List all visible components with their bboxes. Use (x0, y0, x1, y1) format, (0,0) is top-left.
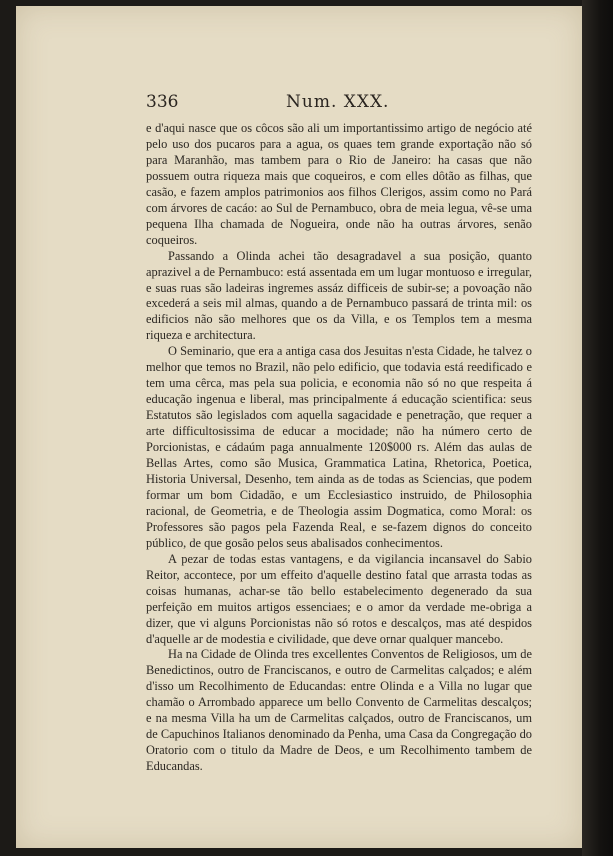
page-header (146, 92, 532, 118)
running-title: Num. XXX. (286, 92, 390, 112)
paragraph-5: Ha na Cidade de Olinda tres excellentes Conventos de Religiosos, um de Benedictinos, outro de Franciscanos, e outro de Carmelitas calçados; e além d'isso um Recolhimento de Educandas: entre Olinda e a Villa no lugar que chamão o Arrombado apparece um bello Convento de Carmelitas descalços; e na mesma Villa ha um de Carmelitas calçados, outro de Franciscanos, um de Capuchinos Italianos denominado da Penha, uma Casa da Congregação do Oratorio com o titulo da Madre de Deos, e um Recolhimento tambem de Educandas. (146, 647, 532, 774)
paragraph-1: e d'aqui nasce que os côcos são ali um importantissimo artigo de negócio até pelo uso dos pucaros para a agua, os quaes tem grande exportação não só para Maranhão, mas tambem para o Rio de Janeiro: ha casas que não possuem outra riqueza mais que coqueiros, e com elles dôtão as filhas, que casão, e fazem amplos patrimonios aos filhos Clerigos, assim como no Pará com árvores de cacáo: ao Sul de Pernambuco, obra de meia legua, vê-se uma pequena Ilha chamada de Nogueira, onde não ha outras árvores, senão coqueiros. (146, 121, 532, 247)
paragraph-3: O Seminario, que era a antiga casa dos Jesuitas n'esta Cidade, he talvez o melhor que temos no Brazil, não pelo edificio, que todavia está reedificado e tem uma cêrca, mas pela sua policia, e economia não só no que respeita á educação ingenua e liberal, mas principalmente á educação scientifica: seus Estatutos são legislados com aquella sagacidade e penetração, que requer a arte difficultosissima de educar a mocidade; não ha número certo de Porcionistas, e cádaúm paga annualmente 120$000 rs. Além das aulas de Bellas Artes, como são Musica, Grammatica Latina, Rhetorica, Poetica, Historia Universal, Desenho, tem ainda as de todas as Sciencias, que podem formar um bom Cidadão, e um Ecclesiastico instruido, de Philosophia racional, de Geometria, e de Theologia assim Dogmatica, como Moral: os Professores são pagos pela Fazenda Real, e se-fazem dignos do conceito público, de que gosão pelos seus abalisados conhecimentos. (146, 344, 532, 550)
page-number: 336 (146, 92, 179, 112)
body-text (146, 121, 532, 775)
paragraph-4: A pezar de todas estas vantagens, e da vigilancia incansavel do Sabio Reitor, accontece, por um effeito d'aquelle destino fatal que arrasta todas as coisas humanas, achar-se tão bello estabelecimento degenerado da sua perfeição em muitos artigos essenciaes; e o amor da verdade me-obriga a dizer, que vi alguns Porcionistas não só rotos e descalços, mas até despidos d'aquelle ar de modestia e civilidade, que deve ornar qualquer mancebo. (146, 551, 532, 646)
paragraph-2: Passando a Olinda achei tão desagradavel a sua posição, quanto aprazivel a de Pernambuco: está assentada em um lugar montuoso e irregular, e suas ruas são ladeiras ingremes assáz difficeis de subir-se; a povoação não excederá a seis mil almas, quando a de Pernambuco passará de trinta mil: os edificios não são melhores que os da Villa, e os Templos tem a mesma riqueza e architectura. (146, 248, 532, 343)
page-edge-shadow (582, 0, 613, 856)
